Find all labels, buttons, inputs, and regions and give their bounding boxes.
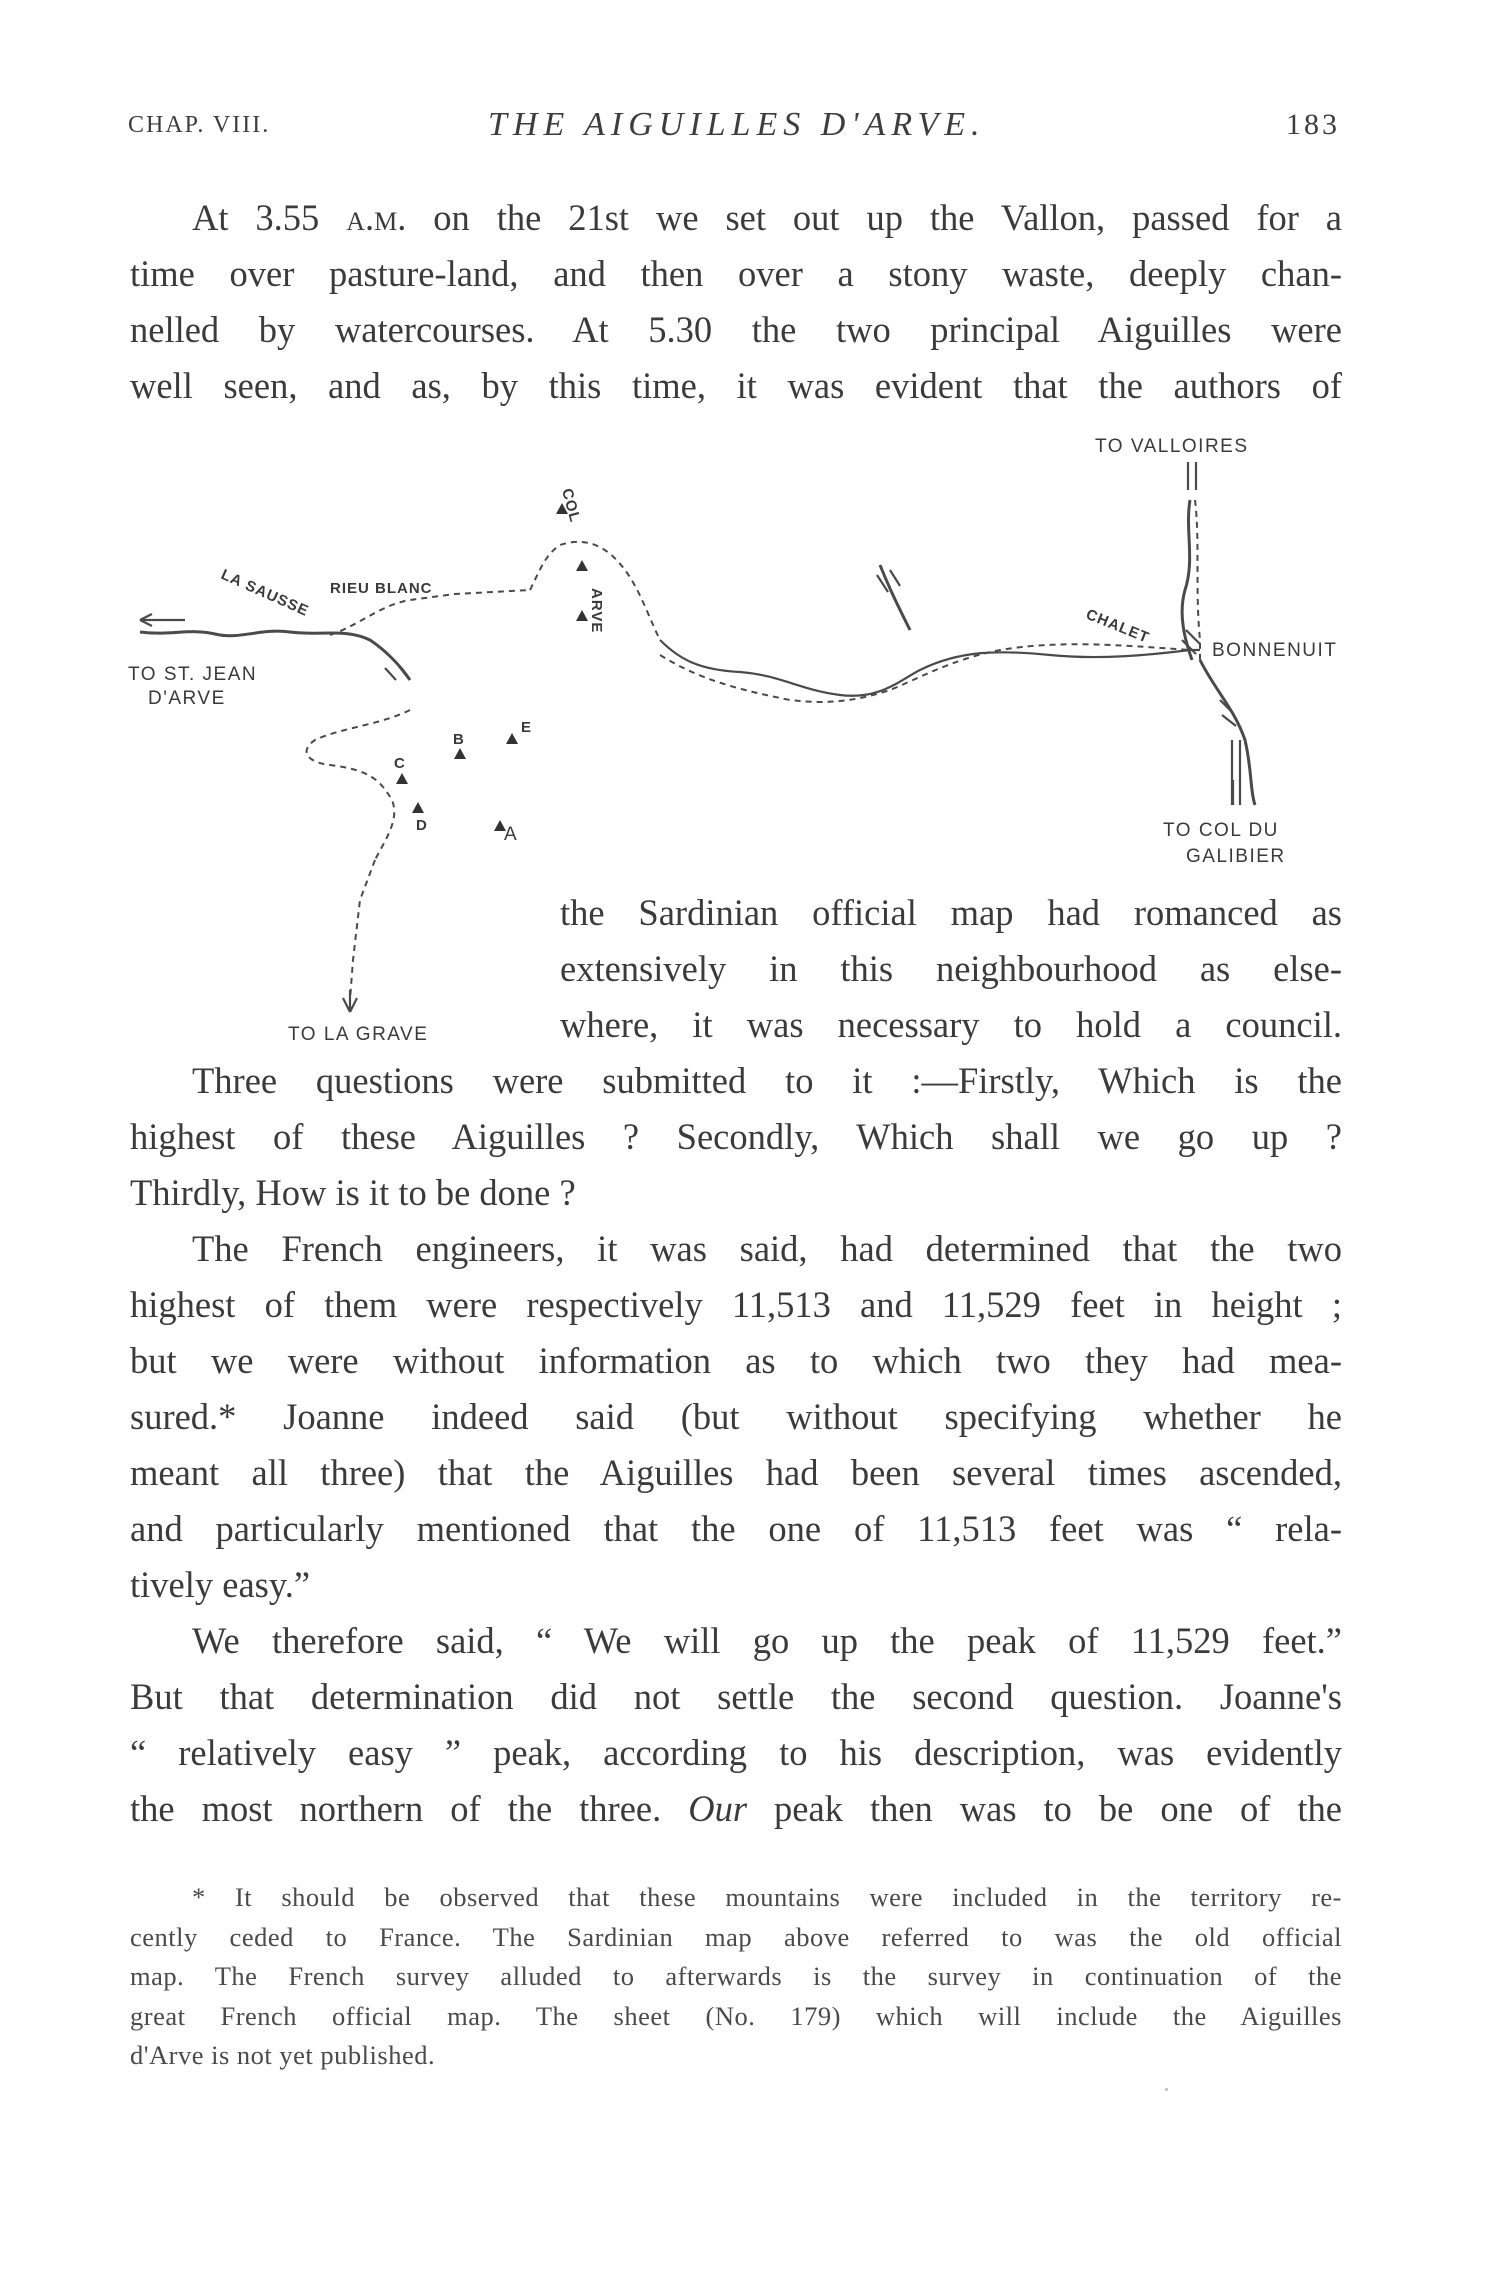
text-line: nelled by watercourses. At 5.30 the two principal Aiguilles were xyxy=(130,309,1342,350)
path-la-grave-upper xyxy=(307,710,410,860)
peak-c-marker xyxy=(396,773,408,784)
text-line: But that determination did not settle the second question. Joanne's xyxy=(130,1676,1342,1717)
label-rieu-blanc: RIEU BLANC xyxy=(330,580,433,597)
chapter-label: CHAP. VIII. xyxy=(128,112,271,138)
text-line: but we were without information as to which two they had mea- xyxy=(130,1340,1342,1381)
label-peak-e: E xyxy=(521,719,533,736)
label-to-st-jean: TO ST. JEAN xyxy=(128,664,258,685)
text-line: The French engineers, it was said, had determined that the two xyxy=(192,1228,1342,1269)
label-to-valloires: TO VALLOIRES xyxy=(1095,436,1249,457)
label-arve: ARVE xyxy=(588,588,605,634)
label-chalet: CHALET xyxy=(1083,605,1152,647)
label-col: COL xyxy=(558,486,584,525)
text-line: “ relatively easy ” peak, according to his description, was evidently xyxy=(130,1732,1342,1773)
north-arrow-icon xyxy=(1188,462,1196,490)
running-title: THE AIGUILLES D'ARVE. xyxy=(488,106,986,143)
paragraph-2 xyxy=(130,1053,1342,1837)
text-line: time over pasture-land, and then over a stony waste, deeply chan- xyxy=(130,253,1342,294)
text-line: meant all three) that the Aiguilles had been several times ascended, xyxy=(130,1452,1342,1493)
footnote-line: d'Arve is not yet published. xyxy=(130,2040,436,2070)
label-peak-d: D xyxy=(416,817,428,834)
label-la-sausse: LA SAUSSE xyxy=(218,566,312,621)
label-peak-a: A xyxy=(504,824,519,845)
label-galibier: GALIBIER xyxy=(1186,846,1286,867)
footnote xyxy=(130,1878,1342,2076)
text-line: Thirdly, How is it to be done ? xyxy=(130,1172,576,1213)
paragraph-wrap-beside-map xyxy=(560,885,1342,1053)
footnote-line: map. The French survey alluded to afterwards is the survey in continuation of the xyxy=(130,1961,1342,1991)
text-line: At 3.55 a.m. on the 21st we set out up the Vallon, passed for a xyxy=(192,197,1343,238)
label-peak-c: C xyxy=(394,755,406,772)
text-line: the most northern of the three. Our peak then was to be one of the xyxy=(130,1788,1343,1829)
river-galibier xyxy=(1200,660,1255,805)
footnote-line: cently ceded to France. The Sardinian map above referred to was the old official xyxy=(130,1921,1342,1952)
label-to-col-du: TO COL DU xyxy=(1163,820,1279,841)
page-number: 183 xyxy=(1286,108,1340,141)
text-line: highest of these Aiguilles ? Secondly, Which shall we go up ? xyxy=(130,1116,1342,1157)
text-line: sured.* Joanne indeed said (but without specifying whether he xyxy=(130,1396,1342,1437)
paper-speck xyxy=(1165,2088,1168,2091)
label-d-arve: D'ARVE xyxy=(148,688,226,709)
path-la-grave xyxy=(350,860,375,1000)
peak-e-marker xyxy=(506,733,518,744)
footnote-line: great French official map. The sheet (No. 179) which will include the Aiguilles xyxy=(130,2000,1342,2031)
text-line: tively easy.” xyxy=(130,1564,311,1605)
text-line: where, it was necessary to hold a council. xyxy=(560,1004,1342,1045)
text-line: and particularly mentioned that the one of 11,513 feet was “ rela- xyxy=(130,1508,1342,1549)
vallon-path xyxy=(660,644,1190,702)
footnote-line: * It should be observed that these mountains were included in the territory re- xyxy=(192,1882,1342,1912)
label-to-la-grave: TO LA GRAVE xyxy=(288,1024,429,1045)
peak-d-marker xyxy=(412,802,424,813)
text-line: the Sardinian official map had romanced as xyxy=(560,892,1342,933)
text-line: extensively in this neighbourhood as else- xyxy=(560,948,1342,989)
text-line: Three questions were submitted to it :—Firstly, Which is the xyxy=(192,1060,1342,1101)
text-line: highest of them were respectively 11,513 and 11,529 feet in height ; xyxy=(130,1284,1342,1325)
peak-b-marker xyxy=(454,748,466,759)
label-bonnenuit: BONNENUIT xyxy=(1212,640,1338,661)
text-line: well seen, and as, by this time, it was evident that the authors of xyxy=(130,365,1342,406)
label-peak-b: B xyxy=(453,731,465,748)
arrow-down-icon xyxy=(343,990,357,1012)
vallon-river xyxy=(660,640,1200,696)
text-line: We therefore said, “ We will go up the peak of 11,529 feet.” xyxy=(192,1620,1342,1661)
